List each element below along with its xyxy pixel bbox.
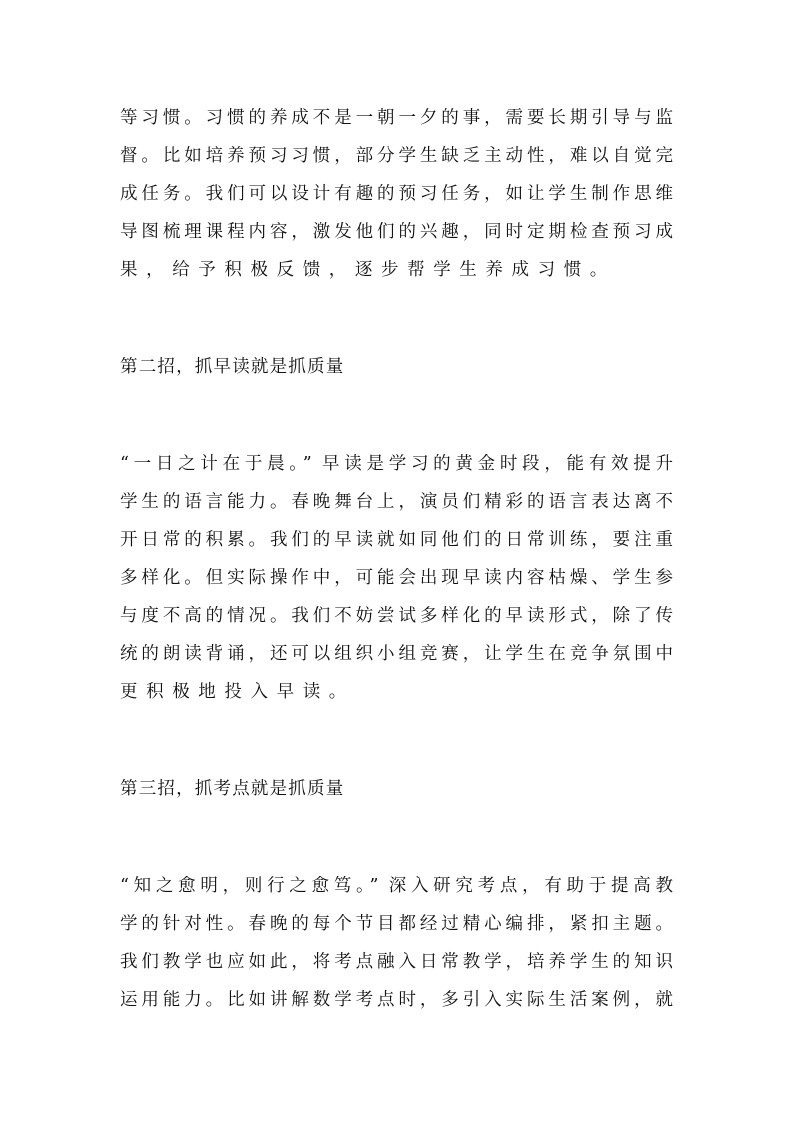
text-line: “知之愈明，则行之愈笃。” 深入研究考点，有助于提高教: [120, 876, 673, 896]
text-line: 成任务。我们可以设计有趣的预习任务，如让学生制作思维: [120, 184, 673, 204]
text-line: 等习惯。习惯的养成不是一朝一夕的事，需要长期引导与监: [120, 108, 673, 128]
text-line: 导图梳理课程内容，激发他们的兴趣，同时定期检查预习成: [120, 222, 673, 242]
text-line: 学的针对性。春晚的每个节目都经过精心编排，紧扣主题。: [120, 914, 673, 934]
text-line: 更积极地投入早读。: [120, 682, 355, 702]
text-line: 督。比如培养预习习惯，部分学生缺乏主动性，难以自觉完: [120, 146, 673, 166]
text-line: 运用能力。比如讲解数学考点时，多引入实际生活案例，就: [120, 990, 673, 1010]
text-line: 我们教学也应如此，将考点融入日常教学，培养学生的知识: [120, 952, 673, 972]
section-heading: 第二招，抓早读就是抓质量: [120, 357, 345, 377]
text-line: 开日常的积累。我们的早读就如同他们的日常训练，要注重: [120, 530, 673, 550]
text-line: 与度不高的情况。我们不妨尝试多样化的早读形式，除了传: [120, 606, 673, 626]
text-line: 多样化。但实际操作中，可能会出现早读内容枯燥、学生参: [120, 568, 673, 588]
text-line: 学生的语言能力。春晚舞台上，演员们精彩的语言表达离不: [120, 492, 673, 512]
text-line: 果，给予积极反馈，逐步帮学生养成习惯。: [120, 260, 616, 280]
section-heading: 第三招，抓考点就是抓质量: [120, 779, 345, 799]
text-line: 统的朗读背诵，还可以组织小组竞赛，让学生在竞争氛围中: [120, 644, 673, 664]
text-line: “一日之计在于晨。” 早读是学习的黄金时段，能有效提升: [120, 454, 673, 474]
